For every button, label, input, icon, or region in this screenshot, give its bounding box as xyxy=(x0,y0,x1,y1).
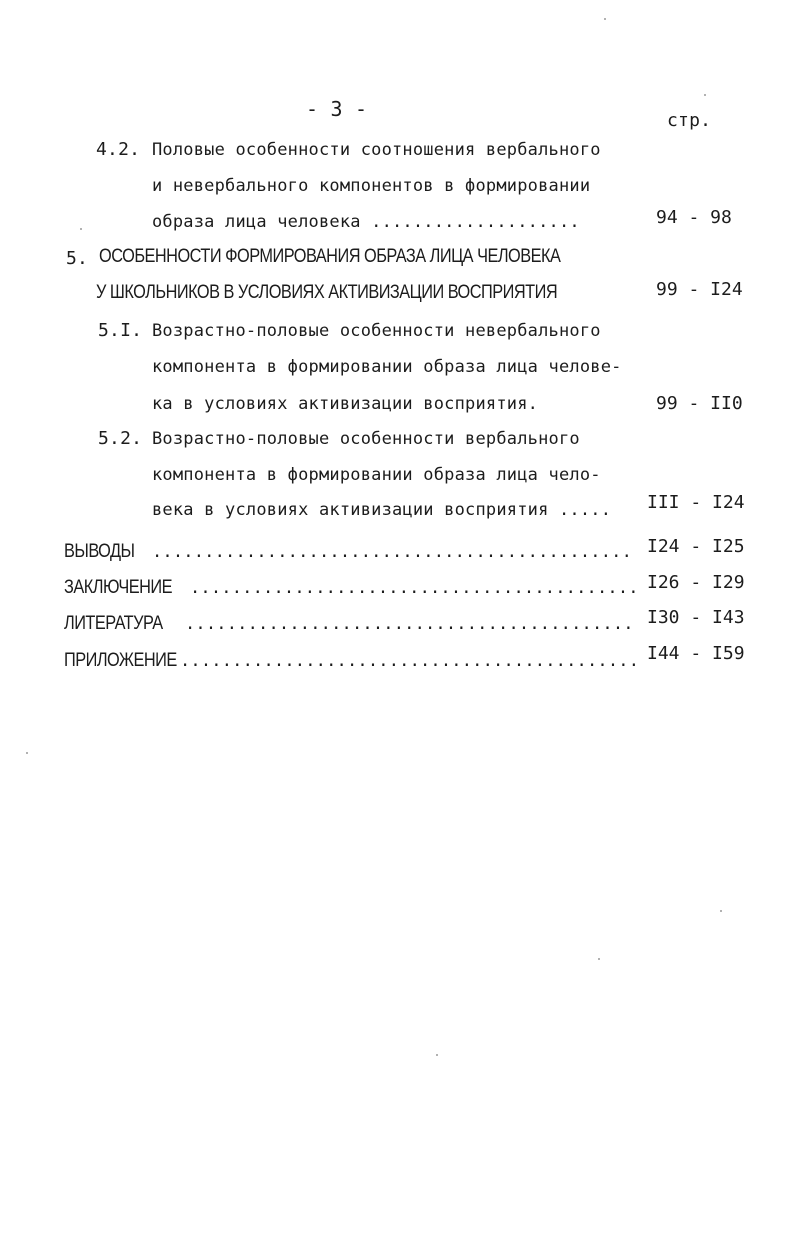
entry-number: 5.2. xyxy=(98,428,143,449)
entry-line: У ШКОЛЬНИКОВ В УСЛОВИЯХ АКТИВИЗАЦИИ ВОСПРИЯТИЯ xyxy=(96,282,558,303)
pages-column-label: стр. xyxy=(667,110,712,131)
entry-pages: III - I24 xyxy=(647,492,745,513)
scan-speck xyxy=(598,958,600,960)
entry-leader: ............................................ xyxy=(180,651,640,671)
entry-line: и невербального компонентов в формировании xyxy=(152,176,591,196)
scan-speck xyxy=(704,94,706,96)
scan-speck xyxy=(26,752,28,754)
entry-pages: 99 - II0 xyxy=(656,393,743,414)
entry-pages: 94 - 98 xyxy=(656,207,732,228)
entry-line: образа лица человека .................... xyxy=(152,212,580,232)
entry-title: ВЫВОДЫ xyxy=(64,541,135,562)
entry-pages: I26 - I29 xyxy=(647,572,745,593)
entry-line: века в условиях активизации восприятия ..... xyxy=(152,500,612,520)
entry-pages: I24 - I25 xyxy=(647,536,745,557)
entry-line: компонента в формировании образа лица челове- xyxy=(152,357,622,377)
scan-speck xyxy=(720,910,722,912)
entry-title: ЛИТЕРАТУРА xyxy=(64,613,163,634)
entry-title: ЗАКЛЮЧЕНИЕ xyxy=(64,577,173,598)
entry-pages: I44 - I59 xyxy=(647,643,745,664)
entry-line: компонента в формировании образа лица чело- xyxy=(152,465,601,485)
entry-line: Половые особенности соотношения вербального xyxy=(152,140,601,160)
entry-number: 4.2. xyxy=(96,139,141,160)
entry-line: Возрастно-половые особенности вербального xyxy=(152,429,580,449)
entry-number: 5. xyxy=(66,248,89,269)
entry-leader: ........................................... xyxy=(185,614,634,634)
entry-title: ПРИЛОЖЕНИЕ xyxy=(64,650,177,671)
page-number: - 3 - xyxy=(306,97,368,121)
scan-speck xyxy=(604,18,606,20)
entry-line: ка в условиях активизации восприятия. xyxy=(152,394,539,414)
entry-line: ОСОБЕННОСТИ ФОРМИРОВАНИЯ ОБРАЗА ЛИЦА ЧЕЛОВЕКА xyxy=(99,246,561,267)
scan-speck xyxy=(436,1054,438,1056)
entry-line: Возрастно-половые особенности невербального xyxy=(152,321,601,341)
entry-leader: .............................................. xyxy=(152,542,633,562)
entry-number: 5.I. xyxy=(98,320,143,341)
entry-pages: 99 - I24 xyxy=(656,279,743,300)
entry-leader: ........................................... xyxy=(190,578,639,598)
entry-pages: I30 - I43 xyxy=(647,607,745,628)
scan-speck xyxy=(80,228,82,230)
